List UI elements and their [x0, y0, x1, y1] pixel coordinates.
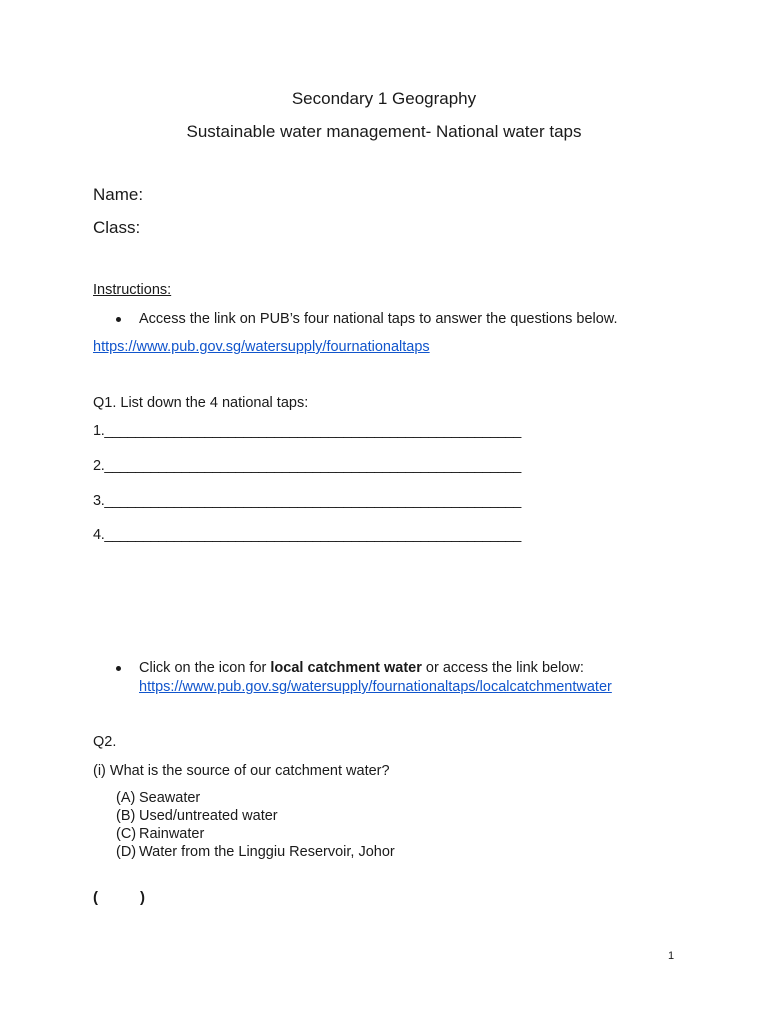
- page-number: 1: [668, 950, 675, 962]
- q1-answer-line-2[interactable]: 2.______________________________________________________: [93, 458, 521, 474]
- class-label: Class:: [93, 218, 141, 237]
- local-catchment-link[interactable]: https://www.pub.gov.sg/watersupply/fournationaltaps/localcatchmentwater: [139, 679, 612, 695]
- option-text: Used/untreated water: [139, 808, 278, 824]
- national-taps-link[interactable]: https://www.pub.gov.sg/watersupply/fournationaltaps: [93, 339, 430, 355]
- option-text: Water from the Linggiu Reservoir, Johor: [139, 844, 395, 860]
- catchment-text-after: or access the link below:: [421, 660, 584, 676]
- option-letter: (A): [116, 790, 136, 806]
- option-b: [116, 808, 278, 824]
- option-letter: (B): [116, 808, 136, 824]
- q1-answer-line-4[interactable]: 4.______________________________________________________: [93, 527, 521, 543]
- catchment-text-bold: local catchment water: [270, 660, 422, 676]
- q2-question: (i) What is the source of our catchment water?: [93, 763, 390, 779]
- option-letter: (C): [116, 826, 137, 842]
- q1-answer-line-3[interactable]: 3.______________________________________________________: [93, 493, 521, 509]
- q1-answer-line-1[interactable]: 1.______________________________________________________: [93, 423, 521, 439]
- answer-bracket-open: (: [93, 889, 98, 906]
- bullet-icon: [116, 666, 121, 671]
- option-d: [116, 844, 395, 860]
- instructions-heading: Instructions:: [93, 282, 172, 298]
- answer-box[interactable]: [100, 886, 138, 910]
- option-text: Rainwater: [139, 826, 205, 842]
- page-title: Secondary 1 Geography: [291, 89, 477, 108]
- option-a: [116, 790, 200, 806]
- catchment-bullet-text: [139, 660, 584, 676]
- option-letter: (D): [116, 844, 137, 860]
- q2-label: Q2.: [93, 734, 117, 750]
- option-text: Seawater: [139, 790, 201, 806]
- catchment-text-before: Click on the icon for: [139, 660, 271, 676]
- q1-prompt: Q1. List down the 4 national taps:: [93, 395, 309, 411]
- bullet-icon: [116, 317, 121, 322]
- instructions-bullet-text: Access the link on PUB’s four national taps to answer the questions below.: [139, 311, 618, 327]
- page-subtitle: Sustainable water management- National water taps: [186, 122, 582, 141]
- option-c: [116, 826, 204, 842]
- name-label: Name:: [93, 185, 144, 204]
- answer-bracket-close: ): [140, 889, 145, 906]
